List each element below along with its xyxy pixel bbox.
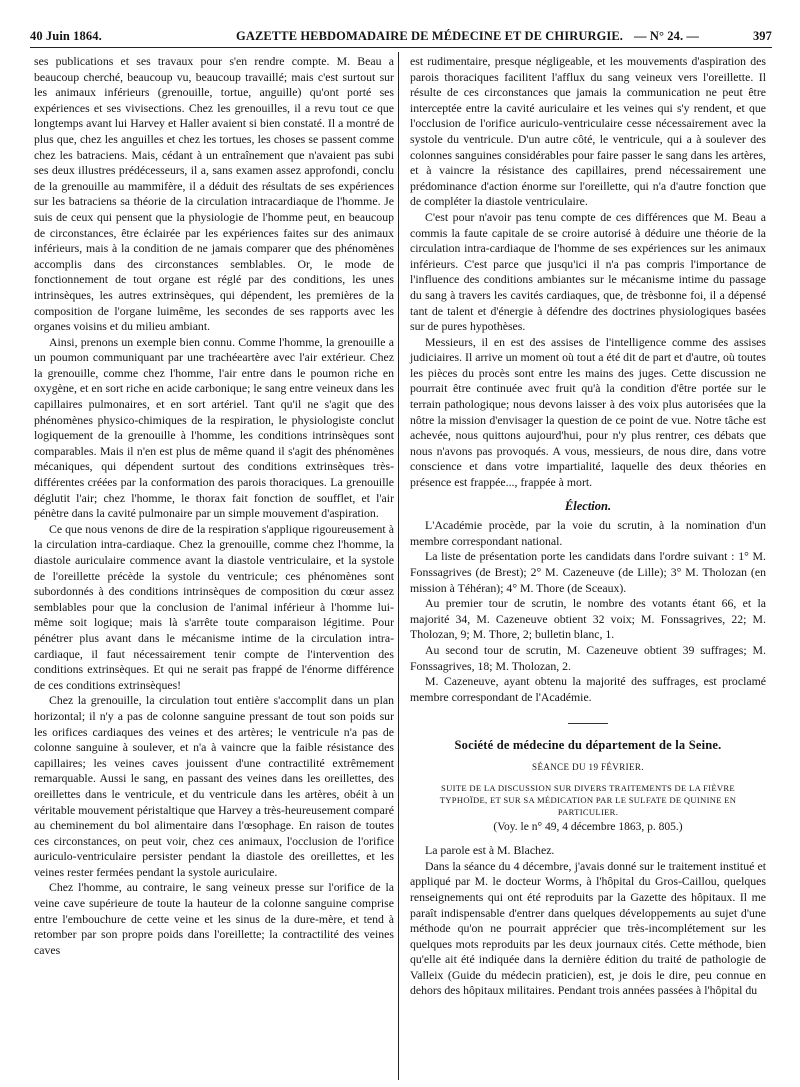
discussion-subtitle: SUITE DE LA DISCUSSION SUR DIVERS TRAITEMENTS DE LA FIÈVRE TYPHOÏDE, ET SUR SA MÉDICATION PAR LE SULFATE DE QUININE EN PARTICULIER. bbox=[439, 782, 737, 817]
paragraph: ses publications et ses travaux pour s'en rendre compte. M. Beau a beaucoup cherché, beaucoup vu, beaucoup travaillé; mais c'est surtout sur les animaux inférieurs (grenouille, tortue, anguille) qu'ont porté ses expériences et ses vivisections. Chez les grenouilles, il a revu tout ce que longtemps avant lui Harvey et Haller avaient si bien constaté. Il a montré de plus que, chez les anguilles et chez les tortues, les choses se passent comme chez les batraciens. Mais, cédant à un entraînement que n'avaient pas subi ses deux illustres prédécesseurs, il a, sans examen assez approfondi, conclu de la grenouille au mammifère, il a déduit des résultats de ses expériences sur les batraciens sa théorie de la circulation intracardiaque de l'homme. Je suis de ceux qui pensent que la physiologie de l'homme peut, en beaucoup de circonstances, être éclairée par les expériences faites sur des animaux inférieurs, mais à la condition de ne jamais comparer que des phénomènes accomplis dans des circonstances semblables. Or, le mode de fonctionnement de tout organe est réglé par des conditions, les unes intrinsèques, les autres extrinsèques, qui dépendent, les premières de la composition de l'organe luimême, les secondes de ses rapports avec les organes voisins et du milieu ambiant. bbox=[34, 54, 394, 334]
column-divider bbox=[398, 52, 399, 1080]
reference-note: (Voy. le n° 49, 4 décembre 1863, p. 805.) bbox=[493, 820, 683, 833]
paragraph: La liste de présentation porte les candidats dans l'ordre suivant : 1° M. Fonssagrives (de Brest); 2° M. Cazeneuve (de Lille); 3° M. Tholozan (en mission à Téhéran); 4° M. Thore (de Sceaux). bbox=[410, 549, 766, 595]
left-column bbox=[34, 54, 394, 958]
paragraph: Au premier tour de scrutin, le nombre des votants étant 66, et la majorité 34, M. Cazeneuve obtient 32 voix; M. Fonssagrives, 22; M. Tholozan, 9; M. Thore, 2; bulletin blanc, 1. bbox=[410, 596, 766, 642]
election-heading: Élection. bbox=[564, 498, 612, 513]
paragraph: Dans la séance du 4 décembre, j'avais donné sur le traitement institué et appliqué par M. le docteur Worms, à l'hôpital du Gros-Caillou, quelques renseignements qui ont été reproduits par la Gazette des hôpitaux. Il me paraît indispensable d'entrer dans quelques développements au sujet d'une méthode qu'on ne pourrait apprécier que très-incomplétement sur les quelques mots reproduits par les deux journaux cités. Cette méthode, bien qu'elle ait été indiquée dans la dernière édition du traité de pathologie de Valleix (Guide du médecin praticien), est, je dois le dire, peu connue en dehors des hôpitaux militaires. Pendant trois années passées à l'hôpital du bbox=[410, 858, 766, 998]
paragraph: Chez l'homme, au contraire, le sang veineux presse sur l'orifice de la veine cave supérieure de toute la hauteur de la colonne sanguine comprise entre l'embouchure de cette veine et les sinus de la dure-mère, et tend à retomber par son propre poids dans l'oreillette; la contractilité des veines caves bbox=[34, 880, 394, 957]
header-rule bbox=[30, 47, 772, 48]
header-issue-number: — N° 24. — bbox=[634, 29, 700, 43]
paragraph: Ainsi, prenons un exemple bien connu. Comme l'homme, la grenouille a un poumon communiquant par une trachéeartère avec l'air extérieur. Chez la grenouille, comme chez l'homme, l'air entre dans le poumon riche en oxygène, et en sort riche en acide carbonique; le sang entre veineux dans les capillaires pulmonaires, et en sort artériel. Tant qu'il ne s'agit que des phénomènes physico-chimiques de la respiration, le physiologiste conclut logiquement de la grenouille à l'homme, les conditions intrinsèques sont comparables. Mais il n'en est plus de même quand il s'agit des phénomènes mécaniques, qui dépendent surtout des conditions extrinsèques très-différentes créées par la conformation des parois thoraciques. La grenouille déglutit l'air; chez l'homme, le thorax fait fonction de soufflet, et l'air pénètre dans la cavité pulmonaire par un simple mouvement d'aspiration. bbox=[34, 334, 394, 521]
right-column bbox=[410, 54, 766, 999]
header-page-number: 397 bbox=[752, 29, 772, 43]
paragraph: Messieurs, il en est des assises de l'intelligence comme des assises judiciaires. Il arrive un moment où tout a été dit de part et d'autre, où toutes les pièces du procès sont entre les mains des juges. Cette discussion ne pourrait être continuée avec fruit qu'à la condition d'être portée sur le terrain pathologique; nous devons laisser à des voix plus autorisées que la nôtre la mission d'envisager la question de ce point de vue. Notre tâche est achevée, nous quittons aujourd'hui, pour n'y plus rentrer, ces débats que nous n'avons pas provoqués. A vous, messieurs, de nous dire, dans votre conscience et dans votre impartialité, laquelle des deux théories en présence est frappée..., frappée à mort. bbox=[410, 334, 766, 490]
society-title: Société de médecine du département de la Seine. bbox=[454, 738, 722, 753]
seance-date: SÉANCE DU 19 FÉVRIER. bbox=[532, 761, 644, 772]
page-header bbox=[30, 29, 772, 49]
header-title: GAZETTE HEBDOMADAIRE DE MÉDECINE ET DE CHIRURGIE. bbox=[236, 29, 624, 43]
paragraph: est rudimentaire, presque négligeable, et les mouvements d'aspiration des parois thoraciques facilitent l'afflux du sang veineux vers l'oreillette. Il résulte de ces circonstances que jamais la communication ne peut être interceptée entre la cavité auriculaire et les veines qui s'y rendent, et que l'occlusion de l'orifice auriculo-ventriculaire cesse nécessairement avec la systole du ventricule. D'un autre côté, le ventricule, qui a à soulever des colonnes sanguines considérables pour faire passer le sang dans les artères, et à vaincre la résistance des capillaires, prend nécessairement une prédominance d'action énorme sur l'oreillette, qui n'a d'autre fonction que de compléter la diastole ventriculaire. bbox=[410, 54, 766, 209]
paragraph: Chez la grenouille, la circulation tout entière s'accomplit dans un plan horizontal; il n'y a pas de colonne sanguine pressant de tout son poids sur les orifices cardiaques des veines et des artères; le ventricule n'a pas de colonne sanguine à soulever, et n'a à vaincre que la faible résistance des capillaires; les veines caves jouissent d'une contractilité extrêmement remarquable. Aussi le sang, en passant des veines dans les oreillettes, des oreillettes dans le ventricule, et du ventricule dans les artères, obéit à un véritable mouvement péristaltique que Harvey a très-heureusement comparé au cheminement du bol alimentaire dans l'œsophage. En raison de toutes ces circonstances, on peut voir, chez ces animaux, l'occlusion de l'orifice auriculo-ventriculaire persister pendant la diastole des oreillettes, et les veines rester fermées pendant la systole auriculaire. bbox=[34, 693, 394, 879]
paragraph: C'est pour n'avoir pas tenu compte de ces différences que M. Beau a commis la faute capitale de se croire autorisé à déduire une théorie de la circulation intra-cardiaque de l'homme de ses expériences sur les animaux inférieurs. C'est parce que jusqu'ici il n'a pas compris l'importance de l'influence des conditions ambiantes sur le mécanisme intime du passage du sang à travers les cavités cardiaques, que, de trèsbonne foi, il a dépensé tant de talent et d'énergie à défendre des doctrines physiologiques basées sur de pures hypothèses. bbox=[410, 209, 766, 334]
paragraph: L'Académie procède, par la voie du scrutin, à la nomination d'un membre correspondant national. bbox=[410, 518, 766, 548]
paragraph: Ce que nous venons de dire de la respiration s'applique rigoureusement à la circulation intra-cardiaque. Chez la grenouille, comme chez l'homme, la diastole auriculaire commence avant la diastole ventriculaire, et la systole de l'oreillette précède la systole du ventricule; ces phénomènes sont subordonnés à des conditions intrinsèques de composition du cœur assez semblables pour que la conclusion de l'animal inférieur à l'homme lui-même soit logique; mais là s'arrête toute comparaison légitime. Pour pénétrer plus avant dans le mécanisme intime de la circulation intra-cardiaque, il faut nécessairement tenir compte de l'intervention des conditions extrinsèques. Et qui ne serait pas frappé de l'énorme différence de ces conditions extrinsèques! bbox=[34, 521, 394, 692]
paragraph: Au second tour de scrutin, M. Cazeneuve obtient 39 suffrages; M. Fonssagrives, 18; M. Tholozan, 2. bbox=[410, 642, 766, 673]
header-date: 40 Juin 1864. bbox=[30, 29, 102, 43]
paragraph: La parole est à M. Blachez. bbox=[425, 843, 555, 858]
paragraph: M. Cazeneuve, ayant obtenu la majorité des suffrages, est proclamé membre correspondant de l'Académie. bbox=[410, 674, 766, 704]
section-separator bbox=[568, 723, 608, 724]
